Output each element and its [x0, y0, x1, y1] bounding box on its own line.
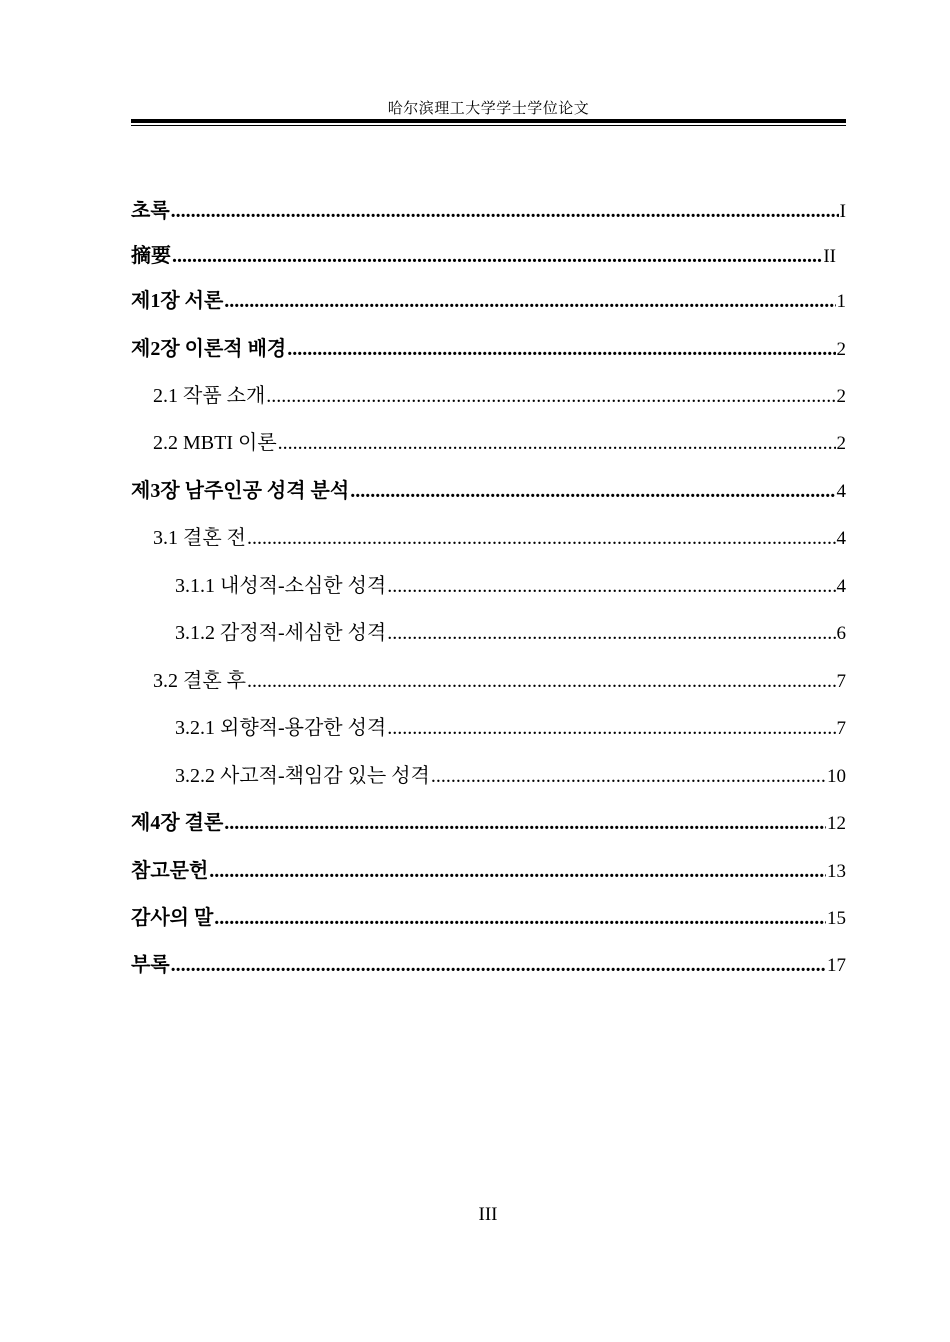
toc-dot-leader [387, 570, 835, 602]
toc-entry[interactable] [131, 285, 846, 317]
toc-entry-label: 3.2.1 외향적-용감한 성격 [175, 717, 387, 739]
toc-entry-page-number: 7 [836, 671, 846, 692]
toc-entry[interactable] [153, 427, 846, 459]
toc-dot-leader [387, 617, 835, 649]
toc-entry[interactable] [153, 665, 846, 697]
toc-entry-page-number: 2 [836, 433, 846, 454]
toc-entry-page-number: 17 [827, 955, 846, 976]
toc-entry-label: 摘要 [131, 245, 171, 267]
toc-entry-label: 제1장 서론 [131, 290, 224, 312]
toc-entry[interactable] [153, 522, 846, 554]
toc-dot-leader [224, 807, 826, 839]
toc-dot-leader [224, 285, 835, 317]
toc-entry-label: 초록 [131, 200, 170, 222]
toc-entry-page-number: 10 [827, 766, 846, 787]
toc-entry-page-number: 4 [836, 528, 846, 549]
toc-entry[interactable] [131, 195, 846, 227]
toc-entry-label: 참고문헌 [131, 860, 209, 882]
toc-entry-page-number: 2 [836, 339, 846, 360]
toc-dot-leader [247, 522, 836, 554]
toc-dot-leader [287, 333, 835, 365]
toc-entry-page-number: I [839, 201, 846, 222]
toc-entry-page-number: 7 [836, 718, 846, 739]
toc-dot-leader [171, 949, 826, 981]
running-header: 哈尔滨理工大学学士学位论文 [387, 99, 590, 117]
toc-entry-label: 2.1 작품 소개 [153, 385, 266, 407]
toc-entry-label: 3.2 결혼 후 [153, 670, 246, 692]
page-number: III [478, 1204, 498, 1225]
toc-entry-label: 부록 [131, 954, 170, 976]
toc-entry[interactable] [131, 855, 846, 887]
toc-dot-leader [278, 427, 836, 459]
toc-entry[interactable] [131, 949, 846, 981]
header-rule-thin [131, 125, 846, 126]
toc-entry-page-number: 4 [836, 481, 846, 502]
toc-dot-leader [387, 712, 835, 744]
toc-entry[interactable] [175, 570, 846, 602]
toc-dot-leader [171, 195, 839, 227]
toc-entry[interactable] [131, 902, 846, 934]
toc-dot-leader [209, 855, 826, 887]
toc-entry-page-number: 6 [836, 623, 846, 644]
toc-entry[interactable] [175, 760, 846, 792]
toc-entry-page-number: 1 [836, 291, 846, 312]
toc-entry-label: 감사의 말 [131, 907, 214, 929]
toc-entry-page-number: 12 [827, 813, 846, 834]
toc-entry[interactable] [175, 617, 846, 649]
toc-dot-leader [266, 380, 835, 412]
toc-entry-label: 2.2 MBTI 이론 [153, 432, 277, 454]
toc-entry-page-number: 4 [836, 576, 846, 597]
toc-entry-page-number: II [823, 246, 836, 267]
toc-entry[interactable] [131, 475, 846, 507]
toc-entry-label: 제3장 남주인공 성격 분석 [131, 480, 350, 502]
toc-entry-page-number: 13 [827, 861, 846, 882]
toc-entry[interactable] [153, 380, 846, 412]
toc-entry-label: 3.1 결혼 전 [153, 527, 246, 549]
toc-dot-leader [350, 475, 835, 507]
header-rule-thick [131, 119, 846, 123]
toc-entry-label: 3.1.2 감정적-세심한 성격 [175, 622, 387, 644]
toc-entry[interactable] [131, 240, 836, 272]
toc-entry-label: 3.2.2 사고적-책임감 있는 성격 [175, 765, 430, 787]
toc-dot-leader [172, 240, 822, 272]
toc-dot-leader [431, 760, 826, 792]
toc-dot-leader [214, 902, 826, 934]
toc-entry-page-number: 15 [827, 908, 846, 929]
toc-entry-page-number: 2 [836, 386, 846, 407]
toc-entry-label: 제2장 이론적 배경 [131, 338, 287, 360]
toc-entry[interactable] [131, 807, 846, 839]
toc-dot-leader [247, 665, 836, 697]
toc-entry[interactable] [131, 333, 846, 365]
toc-entry[interactable] [175, 712, 846, 744]
toc-entry-label: 제4장 결론 [131, 812, 224, 834]
toc-entry-label: 3.1.1 내성적-소심한 성격 [175, 575, 387, 597]
